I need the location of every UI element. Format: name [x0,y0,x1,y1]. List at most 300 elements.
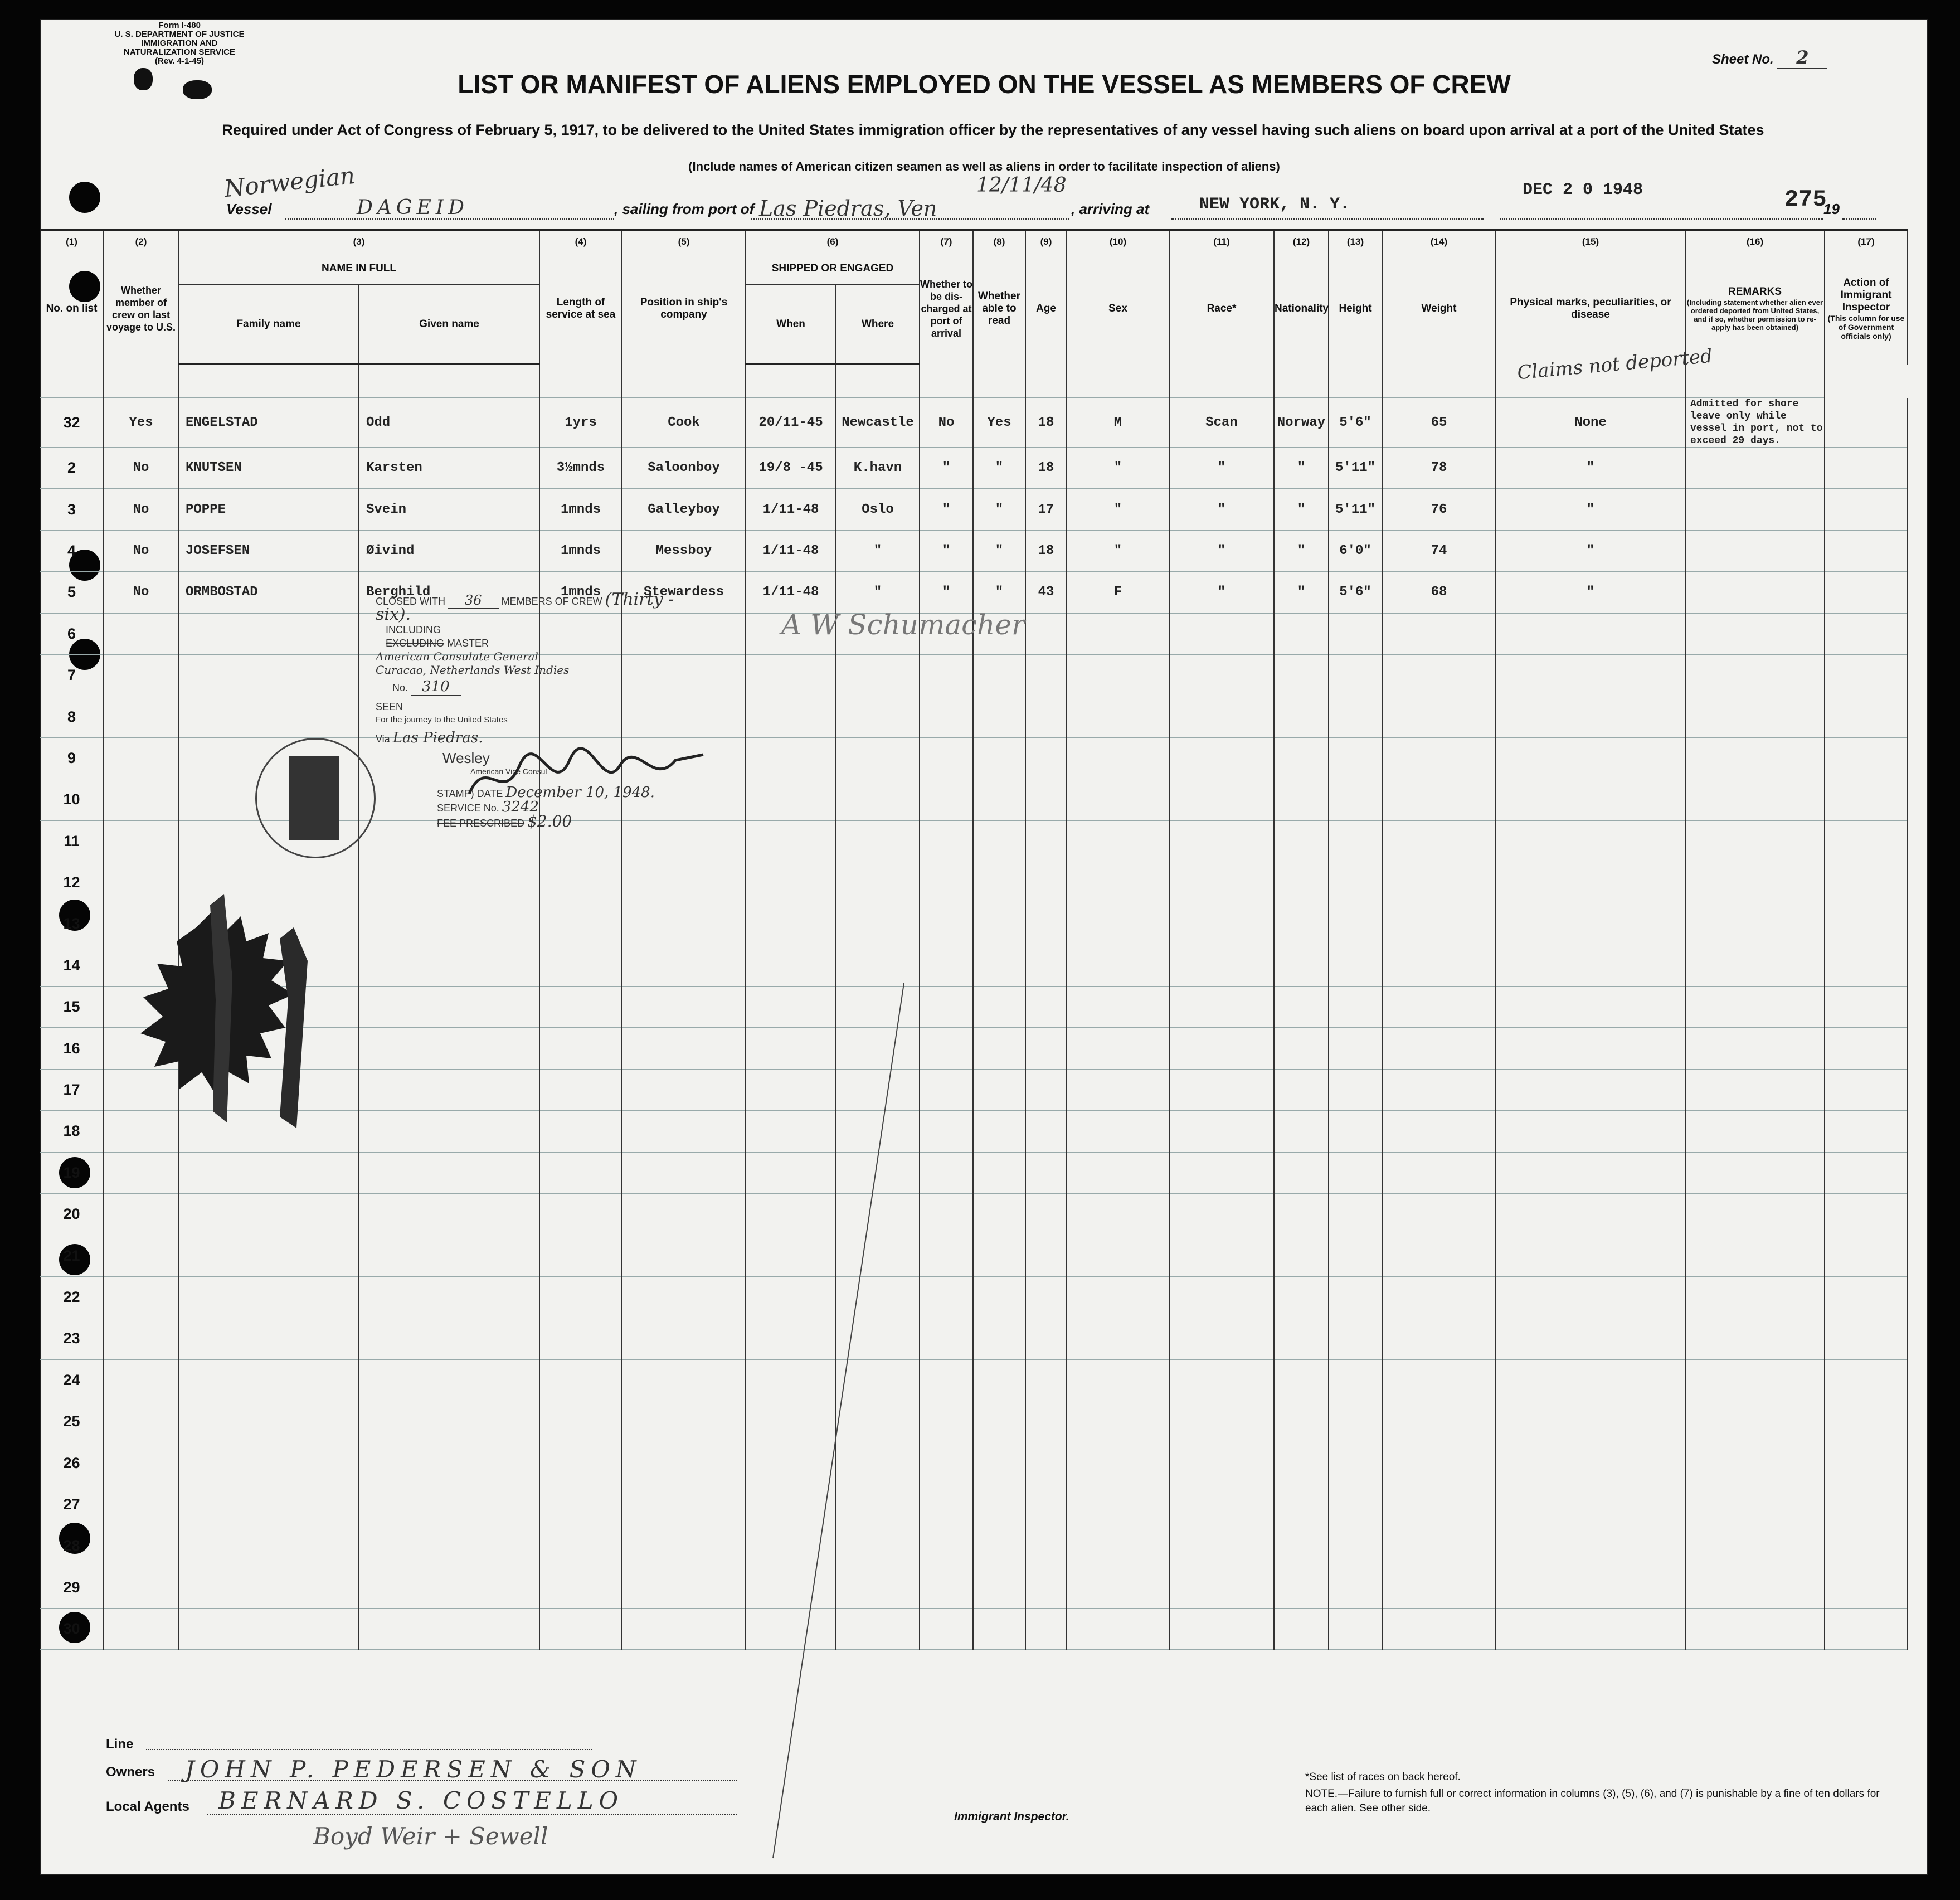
cell-age [1025,654,1067,696]
cell-sex [1067,1401,1169,1442]
cell-family [178,1318,359,1359]
table-row [40,1276,1908,1318]
owners-value: JOHN P. PEDERSEN & SON [185,1756,642,1783]
cell-height [1329,1442,1382,1484]
cell-nationality [1274,1608,1329,1649]
cell-when [746,903,836,945]
cell-given [359,1028,539,1069]
cell-read [973,1318,1025,1359]
table-row [40,448,1908,489]
cell-nationality [1274,1069,1329,1110]
sailing-date: 12/11/48 [976,174,1067,197]
cell-length [539,1525,622,1567]
cell-physical: " [1496,530,1685,571]
cell-read [973,903,1025,945]
arrival-date-stamp: DEC 2 0 1948 [1523,181,1643,200]
cell-height [1329,654,1382,696]
table-row [40,572,1908,613]
cell-age [1025,1608,1067,1649]
cell-physical [1496,1318,1685,1359]
cell-physical [1496,779,1685,820]
cell-member [104,779,178,820]
cell-length: 1mnds [539,530,622,571]
cell-physical: " [1496,448,1685,489]
cell-remarks [1685,820,1825,862]
cell-weight [1382,779,1496,820]
pencil-stroke [765,978,932,1869]
cell-read: " [973,489,1025,530]
cell-age [1025,1028,1067,1069]
cell-position [622,1567,746,1608]
cell-no: 6 [40,613,104,654]
cell-member: No [104,530,178,571]
col-race: Race* [1169,253,1274,365]
cell-sex [1067,820,1169,862]
cell-where: " [836,530,920,571]
table-row [40,1484,1908,1525]
cell-race [1169,654,1274,696]
cell-nationality [1274,1028,1329,1069]
cell-action [1825,654,1908,696]
cell-age [1025,1069,1067,1110]
cell-race [1169,1028,1274,1069]
cell-discharged [920,820,973,862]
cell-age [1025,820,1067,862]
cell-nationality: " [1274,448,1329,489]
cell-given [359,1235,539,1276]
cell-length [539,1318,622,1359]
agents-value: BERNARD S. COSTELLO [218,1787,624,1814]
cell-no: 4 [40,530,104,571]
cell-race [1169,779,1274,820]
cell-action [1825,1442,1908,1484]
cell-weight [1382,1111,1496,1152]
cell-read [973,1442,1025,1484]
col-read: Whether able to read [973,253,1025,365]
cell-family [178,1401,359,1442]
cell-race [1169,1069,1274,1110]
cell-read: " [973,530,1025,571]
cell-position [622,1484,746,1525]
col-name: NAME IN FULL [178,253,539,285]
cell-race [1169,1442,1274,1484]
cell-given: Svein [359,489,539,530]
cell-height [1329,1567,1382,1608]
cell-physical [1496,1276,1685,1318]
cell-discharged [920,654,973,696]
cell-position: Galleyboy [622,489,746,530]
cell-weight [1382,613,1496,654]
cell-family: KNUTSEN [178,448,359,489]
form-department: U. S. DEPARTMENT OF JUSTICE [114,30,245,39]
cell-height [1329,1028,1382,1069]
cell-when [746,862,836,903]
cell-physical [1496,945,1685,986]
cell-physical [1496,613,1685,654]
cell-weight [1382,1276,1496,1318]
cell-action [1825,696,1908,737]
cell-race [1169,1276,1274,1318]
cell-weight [1382,654,1496,696]
cell-position: Stewardess [622,572,746,613]
cell-sex [1067,1028,1169,1069]
arriving-label: , arriving at [1071,201,1150,217]
cell-age [1025,1442,1067,1484]
cell-family: ORMBOSTAD [178,572,359,613]
cell-position [622,903,746,945]
cell-sex [1067,1111,1169,1152]
cell-nationality [1274,1401,1329,1442]
cell-no: 5 [40,572,104,613]
cell-height [1329,696,1382,737]
cell-length [539,1608,622,1649]
cell-race: " [1169,448,1274,489]
cell-no: 27 [40,1484,104,1525]
cell-weight [1382,820,1496,862]
cell-given [359,1567,539,1608]
col-height: Height [1329,253,1382,365]
cell-weight [1382,737,1496,779]
cell-nationality: " [1274,530,1329,571]
cell-sex [1067,1484,1169,1525]
fine-note: NOTE.—Failure to furnish full or correct information in columns (3), (5), (6), and (7) is punishable by a fine of ten dollars for each alien. See other side. [1305,1788,1880,1814]
cell-sex [1067,1194,1169,1235]
cell-family: JOSEFSEN [178,530,359,571]
cell-action [1825,1567,1908,1608]
cell-height [1329,779,1382,820]
cell-length [539,1111,622,1152]
cell-race [1169,1359,1274,1401]
footer-owners-label: Owners [106,1765,155,1780]
cell-remarks [1685,1442,1825,1484]
cell-weight [1382,862,1496,903]
cell-no: 18 [40,1111,104,1152]
col-nationality: Nationality [1274,253,1329,365]
cell-weight [1382,1525,1496,1567]
table-row [40,1608,1908,1649]
cell-read [973,1359,1025,1401]
cell-race [1169,613,1274,654]
col-member: Whether member of crew on last voyage to U.S. [104,253,178,365]
table-row [40,654,1908,696]
cell-nationality [1274,903,1329,945]
table-row [40,1359,1908,1401]
col-length: Length of service at sea [539,253,622,365]
cell-race [1169,1318,1274,1359]
cell-remarks [1685,448,1825,489]
cell-no: 23 [40,1318,104,1359]
cell-no: 2 [40,448,104,489]
cell-member [104,613,178,654]
footer-agents-label: Local Agents [106,1799,189,1814]
cell-length: 1mnds [539,489,622,530]
cell-height [1329,1235,1382,1276]
cell-given [359,945,539,986]
cell-action [1825,1152,1908,1193]
cell-length: 1mnds [539,572,622,613]
cell-age [1025,903,1067,945]
cell-where [836,862,920,903]
sailing-label: , sailing from port of [614,201,755,217]
cell-nationality [1274,987,1329,1028]
cell-action [1825,945,1908,986]
cell-member [104,1442,178,1484]
cell-race [1169,1525,1274,1567]
year-label: 19 [1823,201,1840,217]
cell-where: Oslo [836,489,920,530]
cell-member: No [104,448,178,489]
cell-action [1825,1608,1908,1649]
col-action: Action of Immigrant Inspector (This column for use of Government officials only) [1825,253,1908,365]
inspector-label: Immigrant Inspector. [954,1810,1069,1823]
cell-read: " [973,448,1025,489]
cell-family [178,1442,359,1484]
vessel-nationality: Norwegian [223,161,357,203]
cell-physical [1496,987,1685,1028]
table-row [40,1401,1908,1442]
inspector-signature: A W Schumacher [781,609,1025,641]
cell-read [973,1069,1025,1110]
cell-physical [1496,696,1685,737]
cell-discharged: " [920,572,973,613]
table-row [40,489,1908,530]
cell-remarks [1685,1359,1825,1401]
cell-read [973,779,1025,820]
cell-age: 18 [1025,448,1067,489]
cell-discharged [920,696,973,737]
cell-weight: 78 [1382,448,1496,489]
col-discharged: Whether to be dis-charged at port of arrival [920,253,973,365]
cell-when [746,820,836,862]
races-note: *See list of races on back hereof. [1305,1771,1461,1783]
cell-remarks: Admitted for shore leave only while vessel in port, not to exceed 29 days. [1685,398,1825,448]
cell-no: 26 [40,1442,104,1484]
cell-age [1025,1276,1067,1318]
cell-nationality [1274,1194,1329,1235]
cell-height [1329,903,1382,945]
notary-seal [113,888,347,1156]
col-no: No. on list [40,253,104,365]
cell-when: 1/11-48 [746,572,836,613]
cell-nationality [1274,1318,1329,1359]
cell-height: 6'0" [1329,530,1382,571]
cell-action [1825,1525,1908,1567]
cell-no: 28 [40,1525,104,1567]
cell-position [622,1235,746,1276]
cell-weight: 65 [1382,398,1496,448]
cell-no: 14 [40,945,104,986]
cell-read [973,945,1025,986]
cell-read [973,1152,1025,1193]
closed-count: 36 [448,592,499,609]
cell-sex [1067,1318,1169,1359]
cell-length [539,1401,622,1442]
cell-race [1169,862,1274,903]
cell-race [1169,903,1274,945]
cell-remarks [1685,903,1825,945]
cell-position [622,1276,746,1318]
cell-action [1825,1276,1908,1318]
cell-race [1169,1567,1274,1608]
cell-sex [1067,1567,1169,1608]
cell-read [973,1276,1025,1318]
cell-given [359,1152,539,1193]
cell-physical [1496,1401,1685,1442]
col-shipped: SHIPPED OR ENGAGED [746,253,920,285]
table-row [40,1194,1908,1235]
cell-weight [1382,987,1496,1028]
col-given-name: Given name [359,285,539,365]
cell-race [1169,1401,1274,1442]
cell-when [746,654,836,696]
table-row [40,1152,1908,1193]
cell-read [973,1401,1025,1442]
cell-position [622,1442,746,1484]
cell-weight [1382,1484,1496,1525]
cell-physical [1496,862,1685,903]
cell-age [1025,737,1067,779]
cell-no: 25 [40,1401,104,1442]
cell-remarks [1685,1567,1825,1608]
cell-physical [1496,1152,1685,1193]
cell-sex [1067,903,1169,945]
cell-height [1329,1069,1382,1110]
cell-no: 32 [40,398,104,448]
cell-height [1329,737,1382,779]
col-weight: Weight [1382,253,1496,365]
cell-race: " [1169,530,1274,571]
cell-age: 18 [1025,398,1067,448]
form-revision: (Rev. 4-1-45) [154,56,205,66]
cell-discharged: " [920,489,973,530]
cell-given: Karsten [359,448,539,489]
cell-family: ENGELSTAD [178,398,359,448]
cell-remarks [1685,530,1825,571]
cell-no: 22 [40,1276,104,1318]
cell-race [1169,1194,1274,1235]
cell-remarks [1685,737,1825,779]
cell-nationality: Norway [1274,398,1329,448]
cell-given [359,1069,539,1110]
cell-where [836,696,920,737]
cell-read [973,654,1025,696]
cell-action [1825,1069,1908,1110]
cell-where: Newcastle [836,398,920,448]
cell-position [622,1069,746,1110]
cell-position [622,862,746,903]
cell-weight [1382,1235,1496,1276]
cell-action [1825,613,1908,654]
table-row [40,696,1908,737]
cell-height: 5'6" [1329,398,1382,448]
cell-weight [1382,1567,1496,1608]
cell-sex: " [1067,530,1169,571]
consular-stamp: CLOSED WITH 36 MEMBERS OF CREW (Thirty - six). INCLUDING EXCLUDING MASTER American Consulate General Curacao, Netherlands West Indies No. 310 SEEN For the journey to the United States Via Las Piedras. Wesley American Vice Consul STAMP) DATE December 10, 1948. SERVICE No. 3242 FEE PRESCRIBED $2.00 [376,590,674,830]
cell-race: " [1169,489,1274,530]
cell-no: 7 [40,654,104,696]
cell-sex [1067,696,1169,737]
cell-position [622,1028,746,1069]
cell-action [1825,1235,1908,1276]
cell-nationality: " [1274,572,1329,613]
cell-discharged [920,903,973,945]
cell-age [1025,1194,1067,1235]
col-when: When [746,285,836,365]
cell-age [1025,1235,1067,1276]
cell-height: 5'6" [1329,572,1382,613]
cell-no: 24 [40,1359,104,1401]
sheet-number: 2 [1777,47,1827,69]
cell-family [178,696,359,737]
cell-read: " [973,572,1025,613]
cell-weight [1382,1069,1496,1110]
cell-when [746,696,836,737]
cell-no: 17 [40,1069,104,1110]
cell-remarks [1685,654,1825,696]
cell-given [359,1484,539,1525]
cell-remarks [1685,1401,1825,1442]
cell-sex [1067,945,1169,986]
cell-read [973,696,1025,737]
cell-member: Yes [104,398,178,448]
cell-action [1825,903,1908,945]
cell-family [178,1194,359,1235]
cell-read [973,737,1025,779]
cell-member [104,1484,178,1525]
table-row [40,1525,1908,1567]
cell-age [1025,1152,1067,1193]
cell-race [1169,1152,1274,1193]
cell-discharged: " [920,448,973,489]
table-row [40,398,1908,448]
manifest-number: 275 [1784,186,1827,213]
cell-height [1329,1318,1382,1359]
cell-family [178,613,359,654]
cell-age [1025,613,1067,654]
cell-no: 12 [40,862,104,903]
cell-given: Berghild [359,572,539,613]
cell-remarks [1685,779,1825,820]
cell-height [1329,1608,1382,1649]
cell-read [973,1194,1025,1235]
cell-nationality: " [1274,489,1329,530]
cell-family [178,1525,359,1567]
cell-action [1825,530,1908,571]
cell-family [178,1276,359,1318]
cell-age [1025,1318,1067,1359]
cell-read: Yes [973,398,1025,448]
cell-position [622,1608,746,1649]
cell-nationality [1274,1567,1329,1608]
cell-no: 19 [40,1152,104,1193]
cell-read [973,1525,1025,1567]
cell-age [1025,696,1067,737]
cell-position [622,1318,746,1359]
cell-physical [1496,1359,1685,1401]
cell-action [1825,1194,1908,1235]
cell-action [1825,489,1908,530]
cell-length [539,1276,622,1318]
col-where: Where [836,285,920,365]
cell-discharged: No [920,398,973,448]
cell-action [1825,1359,1908,1401]
cell-sex: F [1067,572,1169,613]
col-sex: Sex [1067,253,1169,365]
cell-physical [1496,654,1685,696]
cell-sex: M [1067,398,1169,448]
cell-member [104,654,178,696]
cell-when: 1/11-48 [746,530,836,571]
